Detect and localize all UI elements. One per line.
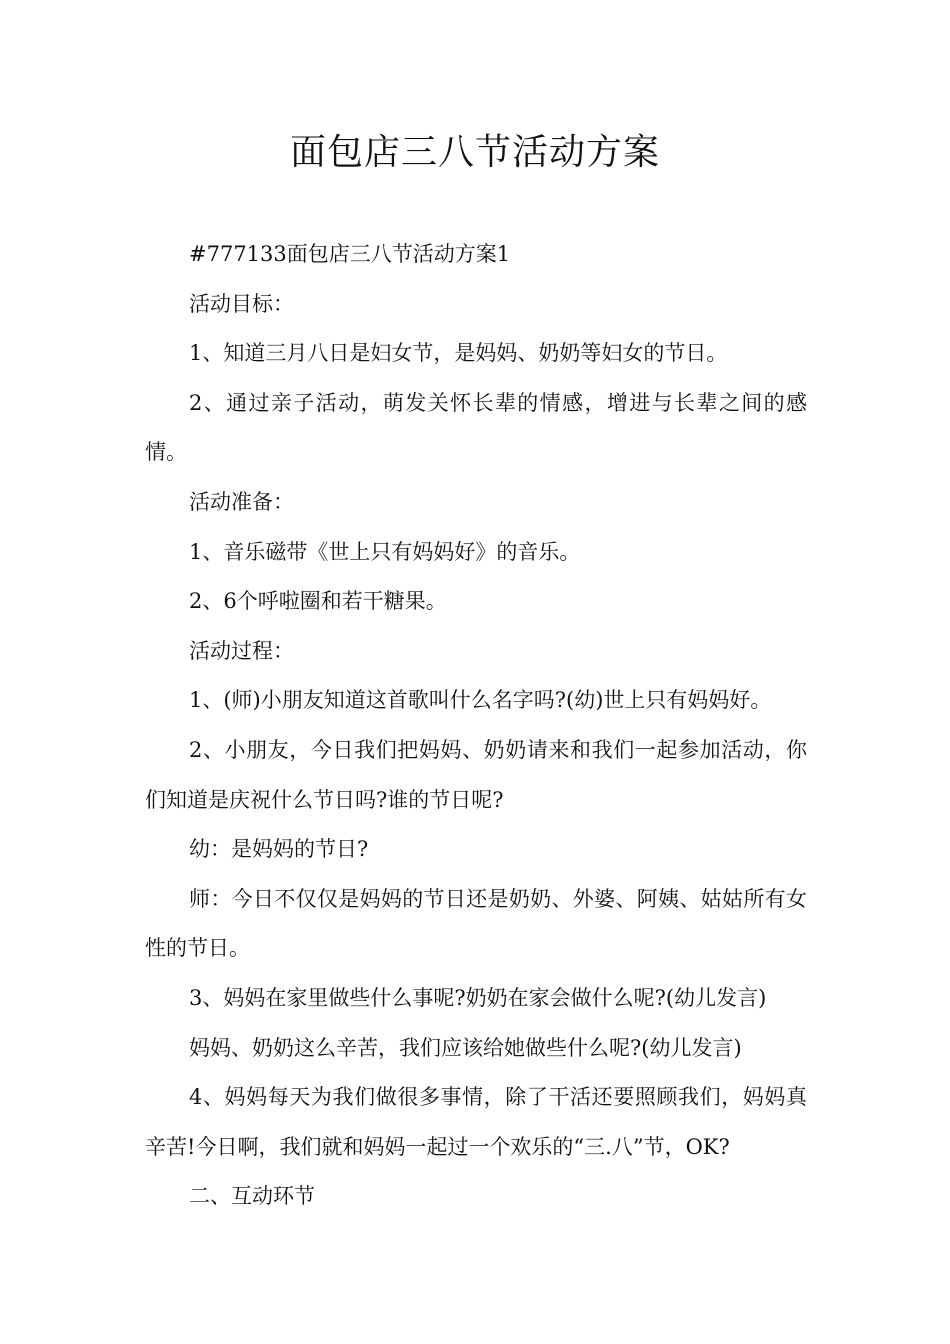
section-heading-process: 活动过程： xyxy=(189,638,294,663)
dialogue-teacher: 师：今日不仅仅是妈妈的节日还是奶奶、外婆、阿姨、姑姑所有女性的节日。 xyxy=(145,886,807,961)
doc-code-heading: #777133面包店三八节活动方案1 xyxy=(189,242,511,266)
preparation-item-1: 1、音乐磁带《世上只有妈妈好》的音乐。 xyxy=(189,539,581,564)
document-body xyxy=(145,230,807,1222)
section-heading-interaction: 二、互动环节 xyxy=(189,1184,315,1209)
section-heading-preparation: 活动准备： xyxy=(189,489,294,514)
process-item-4: 4、妈妈每天为我们做很多事情，除了干活还要照顾我们，妈妈真辛苦!今日啊，我们就和妈妈一起过一个欢乐的“三.八”节，OK? xyxy=(145,1085,807,1159)
process-item-3: 3、妈妈在家里做些什么事呢?奶奶在家会做什么呢?(幼儿发言) xyxy=(189,985,767,1010)
goal-item-1: 1、知道三月八日是妇女节，是妈妈、奶奶等妇女的节日。 xyxy=(189,341,728,366)
goal-item-2: 2、通过亲子活动，萌发关怀长辈的情感，增进与长辈之间的感情。 xyxy=(145,390,807,465)
process-note: 妈妈、奶奶这么辛苦，我们应该给她做些什么呢?(幼儿发言) xyxy=(189,1035,742,1060)
dialogue-child: 幼：是妈妈的节日? xyxy=(189,837,369,862)
section-heading-goals: 活动目标： xyxy=(189,291,294,316)
process-item-1: 1、(师)小朋友知道这首歌叫什么名字吗?(幼)世上只有妈妈好。 xyxy=(189,688,772,713)
preparation-item-2: 2、6个呼啦圈和若干糖果。 xyxy=(189,589,447,614)
process-item-2: 2、小朋友，今日我们把妈妈、奶奶请来和我们一起参加活动，你们知道是庆祝什么节日吗?谁的节日呢? xyxy=(145,737,807,812)
document-title: 面包店三八节活动方案 xyxy=(289,132,660,173)
